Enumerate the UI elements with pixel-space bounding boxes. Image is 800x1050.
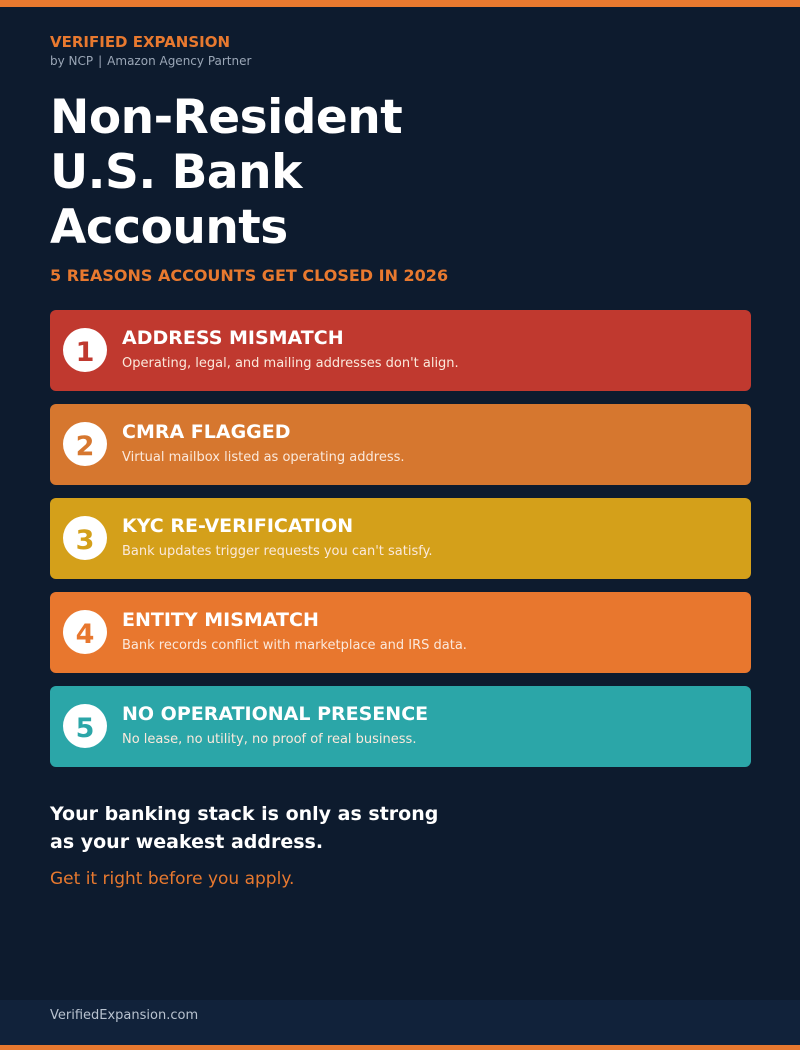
reason-number-badge: 5 bbox=[63, 704, 107, 748]
reason-card-2 bbox=[50, 404, 751, 485]
reason-title: CMRA FLAGGED bbox=[122, 421, 291, 443]
title-line-2: U.S. Bank bbox=[50, 145, 302, 200]
reason-card-1 bbox=[50, 310, 751, 391]
reason-description: Virtual mailbox listed as operating address. bbox=[122, 450, 405, 465]
reason-number-badge: 4 bbox=[63, 610, 107, 654]
reason-card-3 bbox=[50, 498, 751, 579]
reason-description: Bank updates trigger requests you can't satisfy. bbox=[122, 544, 433, 559]
reason-card-5 bbox=[50, 686, 751, 767]
page-subtitle: 5 REASONS ACCOUNTS GET CLOSED IN 2026 bbox=[50, 266, 449, 285]
reason-title: ENTITY MISMATCH bbox=[122, 609, 319, 631]
brand-name: VERIFIED EXPANSION bbox=[50, 33, 231, 51]
title-line-3: Accounts bbox=[50, 200, 288, 255]
page-title bbox=[50, 90, 470, 255]
tagline-line-2: as your weakest address. bbox=[50, 831, 324, 853]
reason-number-badge: 1 bbox=[63, 328, 107, 372]
reason-title: NO OPERATIONAL PRESENCE bbox=[122, 703, 429, 725]
footer-website: VerifiedExpansion.com bbox=[50, 1008, 199, 1023]
reason-title: ADDRESS MISMATCH bbox=[122, 327, 344, 349]
bottom-accent-bar bbox=[0, 1045, 800, 1050]
byline-author: by NCP bbox=[50, 54, 94, 68]
reason-description: Bank records conflict with marketplace and IRS data. bbox=[122, 638, 467, 653]
closing-tagline bbox=[50, 800, 450, 856]
reason-description: No lease, no utility, no proof of real business. bbox=[122, 732, 417, 747]
reason-title: KYC RE-VERIFICATION bbox=[122, 515, 354, 537]
byline bbox=[50, 54, 251, 68]
call-to-action: Get it right before you apply. bbox=[50, 869, 295, 889]
top-accent-bar bbox=[0, 0, 800, 7]
tagline-line-1: Your banking stack is only as strong bbox=[50, 803, 439, 825]
title-line-1: Non-Resident bbox=[50, 90, 403, 145]
reason-number-badge: 3 bbox=[63, 516, 107, 560]
byline-separator: | bbox=[98, 54, 103, 68]
reason-number-badge: 2 bbox=[63, 422, 107, 466]
byline-partner: Amazon Agency Partner bbox=[107, 54, 252, 68]
reason-card-4 bbox=[50, 592, 751, 673]
reason-description: Operating, legal, and mailing addresses don't align. bbox=[122, 356, 459, 371]
footer bbox=[0, 1000, 800, 1045]
